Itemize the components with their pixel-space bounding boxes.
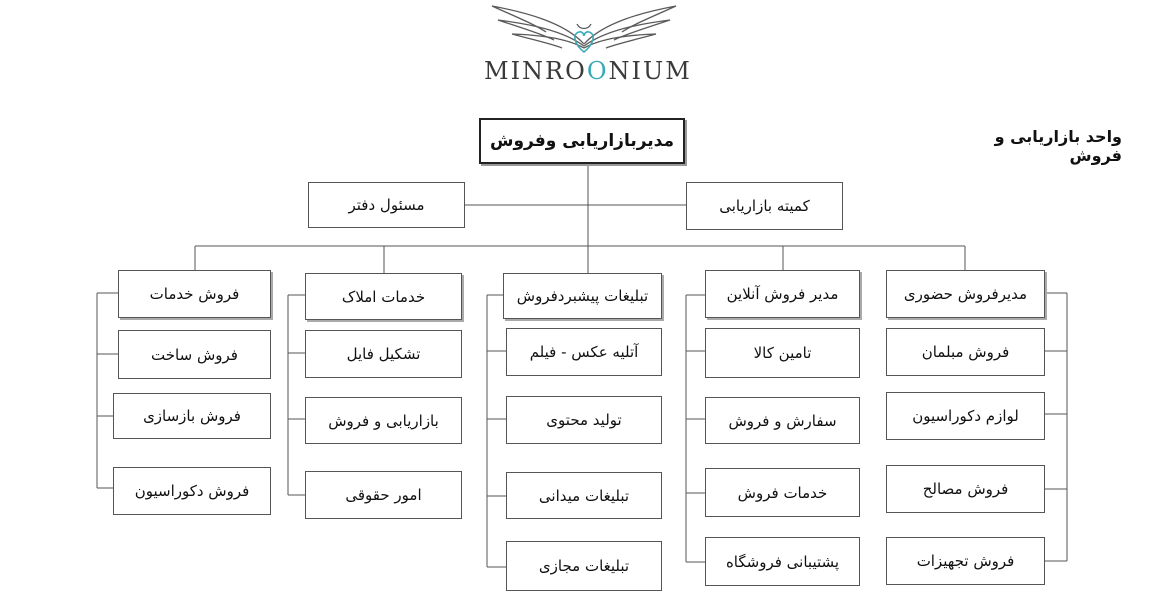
column-head-label: فروش خدمات	[149, 285, 240, 303]
org-unit-box	[113, 467, 271, 515]
column-head	[705, 270, 860, 318]
column-head	[886, 270, 1045, 318]
column-head-label: خدمات املاک	[341, 287, 426, 306]
org-unit-box	[705, 468, 860, 517]
org-unit-box	[113, 393, 271, 439]
root-marketing-sales-manager	[479, 118, 685, 164]
unit-title: واحد بازاریابی و فروش	[994, 127, 1122, 165]
org-unit-label: تولید محتوی	[546, 411, 622, 429]
column-head	[118, 270, 271, 318]
column-head-label: مدیر فروش آنلاین	[726, 285, 839, 303]
org-unit-box	[886, 465, 1045, 513]
org-unit-label: فروش دکوراسیون	[134, 482, 250, 500]
org-unit-box	[705, 537, 860, 586]
org-unit-label: تبلیغات میدانی	[538, 486, 630, 505]
company-logo	[484, 2, 692, 85]
org-unit-box	[886, 328, 1045, 376]
org-unit-label: خدمات فروش	[737, 483, 828, 502]
staff-label: کمیته بازاریابی	[719, 197, 810, 215]
org-unit-box	[305, 330, 462, 378]
staff-box-office-manager	[308, 182, 465, 228]
org-unit-label: تامین کالا	[753, 344, 812, 362]
org-unit-label: پشتیبانی فروشگاه	[725, 552, 840, 571]
org-unit-box	[506, 472, 662, 519]
logo-wordmark: MINROONIUM	[484, 57, 692, 85]
staff-box-marketing-committee	[686, 182, 843, 230]
column-head	[503, 273, 662, 319]
root-label: مدیربازاریابی وفروش	[489, 131, 675, 151]
org-unit-label: فروش مبلمان	[921, 343, 1010, 361]
org-unit-label: فروش ساخت	[151, 345, 238, 364]
org-unit-box	[506, 328, 662, 376]
org-unit-box	[886, 537, 1045, 585]
column-head	[305, 273, 462, 320]
org-unit-label: فروش بازسازی	[143, 407, 241, 425]
org-unit-box	[886, 392, 1045, 440]
org-unit-label: تبلیغات مجازی	[538, 557, 630, 575]
staff-label: مسئول دفتر	[348, 196, 425, 214]
org-unit-box	[705, 328, 860, 378]
org-unit-box	[506, 396, 662, 444]
org-unit-label: بازاریابی و فروش	[328, 411, 439, 430]
column-head-label: تبلیغات پیشبردفروش	[516, 287, 649, 305]
org-unit-label: فروش تجهیزات	[916, 552, 1015, 570]
org-unit-label: آتلیه عکس - فیلم	[529, 343, 639, 361]
org-unit-box	[305, 397, 462, 444]
org-unit-label: لوازم دکوراسیون	[912, 407, 1019, 425]
org-unit-box	[118, 330, 271, 379]
org-unit-label: امور حقوقی	[345, 486, 422, 504]
org-unit-label: سفارش و فروش	[728, 411, 837, 430]
wings-emblem-icon	[484, 2, 684, 62]
org-unit-label: تشکیل فایل	[346, 345, 421, 363]
org-unit-box	[506, 541, 662, 591]
org-unit-label: فروش مصالح	[922, 480, 1009, 498]
org-unit-box	[705, 397, 860, 444]
org-unit-box	[305, 471, 462, 519]
column-head-label: مدیرفروش حضوری	[903, 285, 1028, 303]
